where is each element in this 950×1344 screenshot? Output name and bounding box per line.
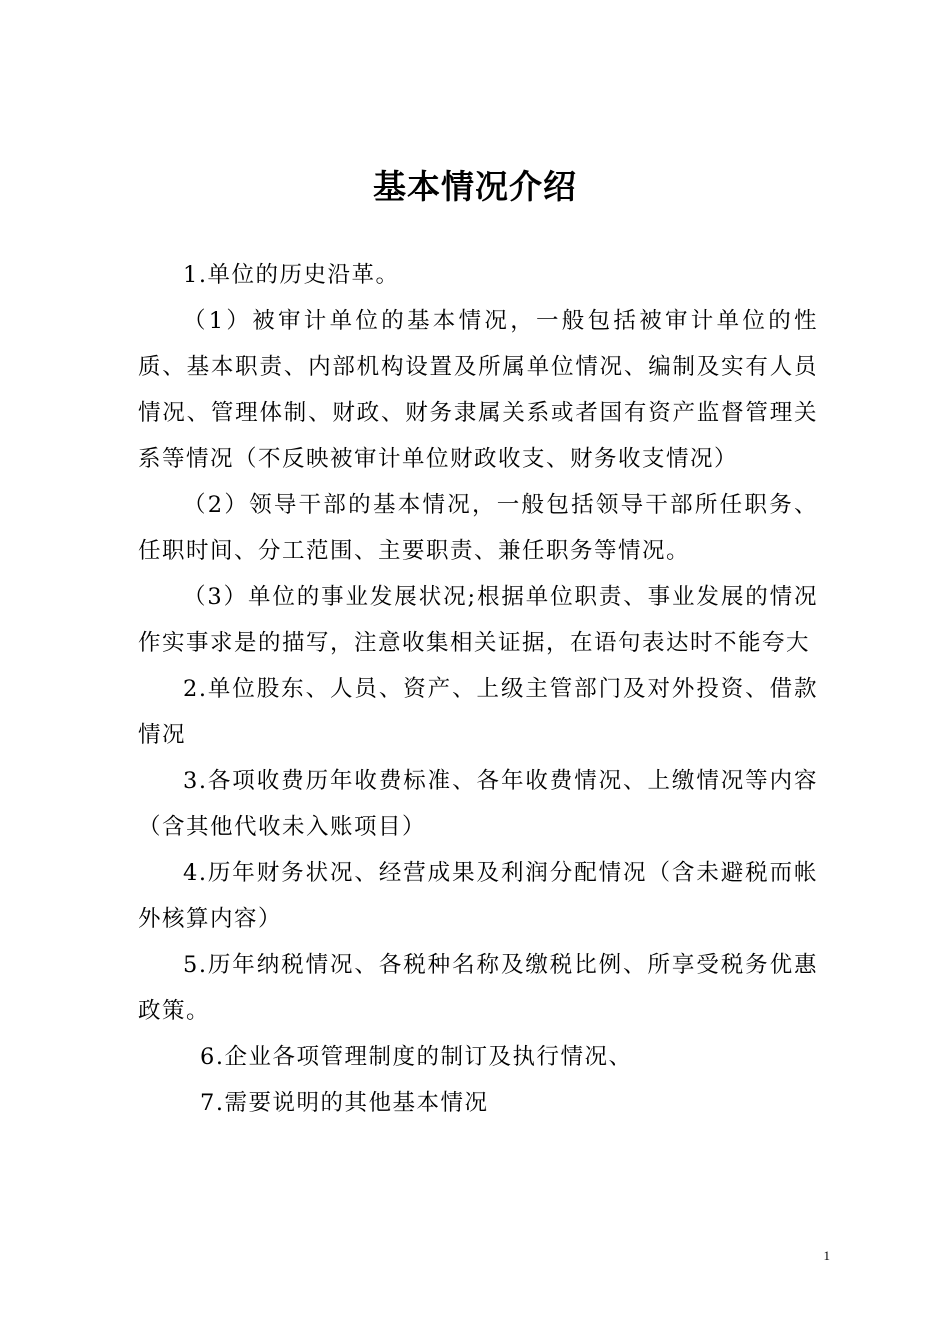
paragraph-development: （3）单位的事业发展状况;根据单位职责、事业发展的情况作实事求是的描写，注意收集相关证据，在语句表达时不能夸大 bbox=[138, 584, 818, 656]
paragraph-other: 7.需要说明的其他基本情况 bbox=[200, 1090, 489, 1116]
paragraph-management: 6.企业各项管理制度的制订及执行情况、 bbox=[200, 1044, 633, 1070]
paragraph-history: 1.单位的历史沿革。 bbox=[183, 262, 400, 288]
paragraph-audited-unit: （1）被审计单位的基本情况，一般包括被审计单位的性质、基本职责、内部机构设置及所属单位情况、编制及实有人员情况、管理体制、财政、财务隶属关系或者国有资产监督管理关系等情况（不反映被审计单位财政收支、财务收支情况） bbox=[138, 308, 818, 472]
document-body bbox=[138, 252, 818, 1126]
paragraph-taxes: 5.历年纳税情况、各税种名称及缴税比例、所享受税务优惠政策。 bbox=[138, 952, 818, 1024]
document-title: 基本情况介绍 bbox=[373, 167, 577, 206]
paragraph-finance: 4.历年财务状况、经营成果及利润分配情况（含未避税而帐外核算内容） bbox=[138, 860, 818, 932]
paragraph-leadership: （2）领导干部的基本情况，一般包括领导干部所任职务、任职时间、分工范围、主要职责、兼任职务等情况。 bbox=[138, 492, 818, 564]
paragraph-shareholders: 2.单位股东、人员、资产、上级主管部门及对外投资、借款情况 bbox=[138, 676, 818, 748]
paragraph-fees: 3.各项收费历年收费标准、各年收费情况、上缴情况等内容（含其他代收未入账项目） bbox=[138, 768, 818, 840]
page-number: 1 bbox=[823, 1248, 830, 1263]
